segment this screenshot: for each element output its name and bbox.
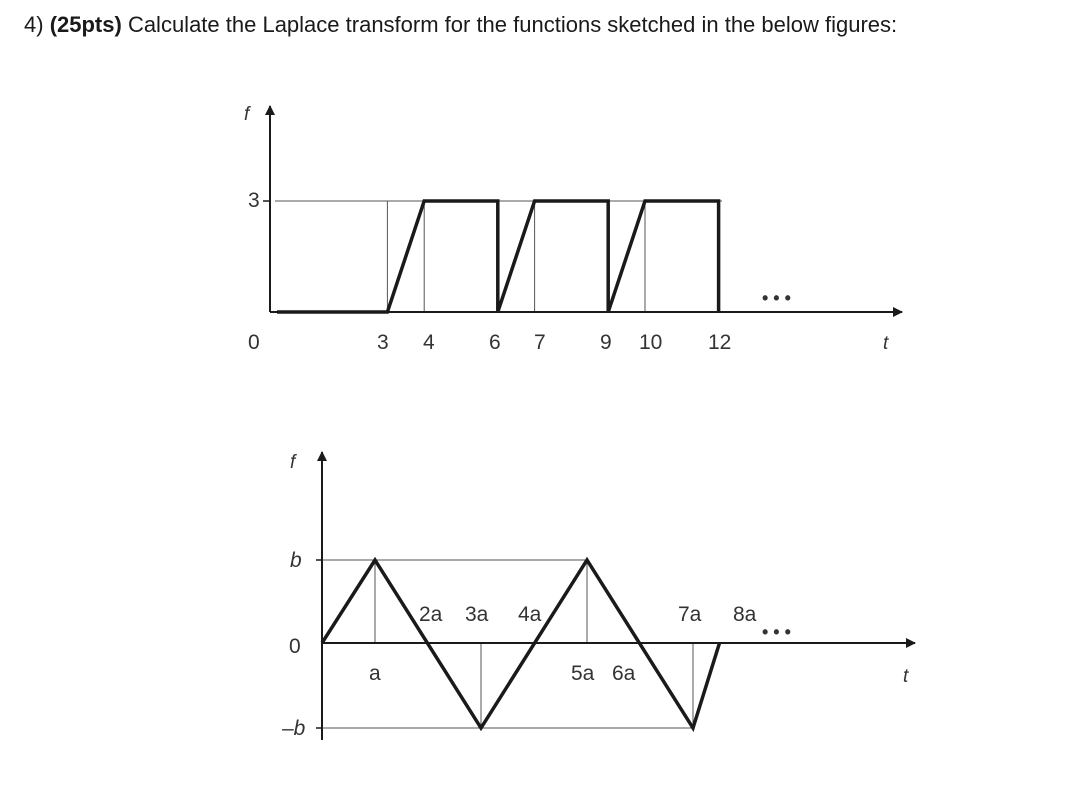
fig1-x-tick-4: 4	[423, 331, 435, 354]
fig1-waveform	[277, 201, 719, 312]
fig1-x-axis-label: t	[883, 333, 889, 354]
fig1-x-tick-10: 10	[639, 331, 663, 354]
fig2-y-tick-label-minus-b: –b	[282, 717, 306, 740]
fig2-y-tick-label-b: b	[290, 549, 302, 572]
fig2-y-axis-label: f	[290, 452, 296, 473]
fig1-y-tick-label-0: 0	[248, 331, 260, 354]
fig2-x-tick-6a: 6a	[612, 662, 636, 685]
fig2-x-tick-a: a	[369, 662, 381, 685]
fig2-x-tick-4a: 4a	[518, 603, 542, 626]
fig1-x-tick-9: 9	[600, 331, 612, 354]
fig2-x-tick-7a: 7a	[678, 603, 702, 626]
fig2-x-tick-2a: 2a	[419, 603, 443, 626]
figure1-square-ramp-wave	[244, 104, 902, 354]
fig1-y-tick-label-3: 3	[248, 189, 260, 212]
fig1-y-axis-label: f	[244, 104, 250, 125]
fig1-ellipsis: • • •	[762, 288, 791, 308]
question-number: 4)	[24, 12, 44, 37]
fig2-x-tick-5a: 5a	[571, 662, 595, 685]
fig2-x-tick-3a: 3a	[465, 603, 489, 626]
fig2-y-tick-label-0: 0	[289, 635, 301, 658]
question-prompt: Calculate the Laplace transform for the functions sketched in the below figures:	[127, 12, 898, 37]
fig1-x-tick-7: 7	[534, 331, 546, 354]
figure2-triangle-wave	[281, 452, 915, 740]
fig1-x-tick-12: 12	[708, 331, 732, 354]
fig1-x-tick-3: 3	[377, 331, 389, 354]
fig2-x-tick-8a: 8a	[733, 603, 757, 626]
fig2-x-axis-label: t	[903, 666, 909, 687]
fig2-ellipsis: • • •	[762, 622, 791, 642]
fig1-vertical-guides	[387, 201, 718, 312]
question-points: (25pts)	[49, 12, 122, 37]
fig1-x-tick-6: 6	[489, 331, 501, 354]
